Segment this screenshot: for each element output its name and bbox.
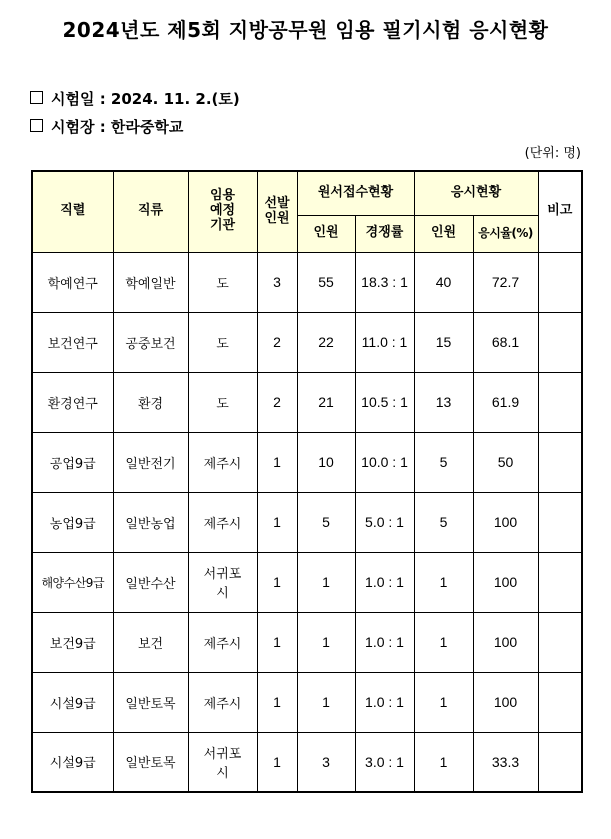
cell-rate: 100 — [473, 672, 538, 732]
cell-remark — [538, 372, 582, 432]
cell-rate: 33.3 — [473, 732, 538, 792]
exam-status-table — [31, 170, 583, 793]
table-row — [32, 552, 582, 612]
cell-examinees: 5 — [414, 432, 473, 492]
cell-quota: 1 — [257, 732, 297, 792]
cell-kind: 일반토목 — [113, 672, 188, 732]
cell-series: 환경연구 — [32, 372, 113, 432]
cell-examinees: 1 — [414, 612, 473, 672]
exam-date — [30, 88, 240, 109]
cell-agency: 도 — [188, 312, 257, 372]
cell-series: 학예연구 — [32, 252, 113, 312]
cell-agency: 제주시 — [188, 612, 257, 672]
table-row — [32, 732, 582, 792]
cell-applicants: 21 — [297, 372, 355, 432]
cell-ratio: 10.5 : 1 — [355, 372, 414, 432]
cell-rate: 100 — [473, 492, 538, 552]
cell-rate: 50 — [473, 432, 538, 492]
header-agency: 임용 예정 기관 — [188, 171, 257, 252]
cell-agency: 제주시 — [188, 432, 257, 492]
cell-agency: 도 — [188, 372, 257, 432]
header-exam-count: 인원 — [414, 215, 473, 252]
cell-examinees: 1 — [414, 672, 473, 732]
cell-examinees: 15 — [414, 312, 473, 372]
cell-rate: 68.1 — [473, 312, 538, 372]
header-apply-count: 인원 — [297, 215, 355, 252]
cell-rate: 100 — [473, 612, 538, 672]
cell-applicants: 3 — [297, 732, 355, 792]
cell-series: 해양수산9급 — [32, 552, 113, 612]
cell-agency: 도 — [188, 252, 257, 312]
table-row — [32, 492, 582, 552]
cell-remark — [538, 732, 582, 792]
cell-examinees: 1 — [414, 552, 473, 612]
cell-kind: 공중보건 — [113, 312, 188, 372]
cell-ratio: 1.0 : 1 — [355, 612, 414, 672]
cell-examinees: 40 — [414, 252, 473, 312]
header-series: 직렬 — [32, 171, 113, 252]
cell-quota: 2 — [257, 372, 297, 432]
cell-quota: 2 — [257, 312, 297, 372]
cell-agency: 제주시 — [188, 672, 257, 732]
cell-applicants: 1 — [297, 672, 355, 732]
document-title: 2024년도 제5회 지방공무원 임용 필기시험 응시현황 — [62, 18, 549, 42]
cell-remark — [538, 612, 582, 672]
cell-rate: 100 — [473, 552, 538, 612]
cell-examinees: 13 — [414, 372, 473, 432]
cell-quota: 3 — [257, 252, 297, 312]
cell-applicants: 55 — [297, 252, 355, 312]
cell-quota: 1 — [257, 492, 297, 552]
table-row — [32, 312, 582, 372]
cell-quota: 1 — [257, 552, 297, 612]
table-row — [32, 612, 582, 672]
cell-ratio: 18.3 : 1 — [355, 252, 414, 312]
header-apply-ratio: 경쟁률 — [355, 215, 414, 252]
cell-quota: 1 — [257, 432, 297, 492]
header-quota: 선발 인원 — [257, 171, 297, 252]
cell-examinees: 5 — [414, 492, 473, 552]
cell-remark — [538, 252, 582, 312]
cell-kind: 학예일반 — [113, 252, 188, 312]
cell-applicants: 5 — [297, 492, 355, 552]
cell-series: 보건연구 — [32, 312, 113, 372]
cell-kind: 보건 — [113, 612, 188, 672]
cell-kind: 환경 — [113, 372, 188, 432]
cell-agency: 서귀포시 — [188, 552, 257, 612]
cell-agency: 서귀포시 — [188, 732, 257, 792]
cell-applicants: 1 — [297, 552, 355, 612]
cell-series: 시설9급 — [32, 672, 113, 732]
cell-kind: 일반농업 — [113, 492, 188, 552]
cell-series: 시설9급 — [32, 732, 113, 792]
cell-remark — [538, 432, 582, 492]
cell-examinees: 1 — [414, 732, 473, 792]
cell-ratio: 11.0 : 1 — [355, 312, 414, 372]
cell-series: 농업9급 — [32, 492, 113, 552]
cell-series: 공업9급 — [32, 432, 113, 492]
cell-rate: 61.9 — [473, 372, 538, 432]
header-kind: 직류 — [113, 171, 188, 252]
cell-remark — [538, 492, 582, 552]
cell-series: 보건9급 — [32, 612, 113, 672]
cell-applicants: 22 — [297, 312, 355, 372]
cell-kind: 일반전기 — [113, 432, 188, 492]
cell-applicants: 10 — [297, 432, 355, 492]
header-exam-rate: 응시율(%) — [473, 215, 538, 252]
cell-ratio: 3.0 : 1 — [355, 732, 414, 792]
table-row — [32, 432, 582, 492]
cell-ratio: 10.0 : 1 — [355, 432, 414, 492]
cell-agency: 제주시 — [188, 492, 257, 552]
table-row — [32, 252, 582, 312]
exam-place — [30, 116, 183, 137]
cell-kind: 일반수산 — [113, 552, 188, 612]
header-remark: 비고 — [538, 171, 582, 252]
cell-quota: 1 — [257, 612, 297, 672]
cell-ratio: 1.0 : 1 — [355, 672, 414, 732]
cell-remark — [538, 312, 582, 372]
cell-applicants: 1 — [297, 612, 355, 672]
cell-remark — [538, 552, 582, 612]
cell-kind: 일반토목 — [113, 732, 188, 792]
cell-remark — [538, 672, 582, 732]
cell-rate: 72.7 — [473, 252, 538, 312]
table-row — [32, 372, 582, 432]
header-exam-group: 응시현황 — [414, 171, 538, 215]
checkbox-square-icon — [30, 91, 43, 104]
table-row — [32, 672, 582, 732]
exam-date-text: 시험일 : 2024. 11. 2.(토) — [51, 90, 240, 108]
unit-label: (단위: 명) — [524, 146, 581, 161]
header-apply-group: 원서접수현황 — [297, 171, 414, 215]
checkbox-square-icon — [30, 119, 43, 132]
cell-quota: 1 — [257, 672, 297, 732]
exam-place-text: 시험장 : 한라중학교 — [51, 118, 184, 136]
cell-ratio: 5.0 : 1 — [355, 492, 414, 552]
cell-ratio: 1.0 : 1 — [355, 552, 414, 612]
